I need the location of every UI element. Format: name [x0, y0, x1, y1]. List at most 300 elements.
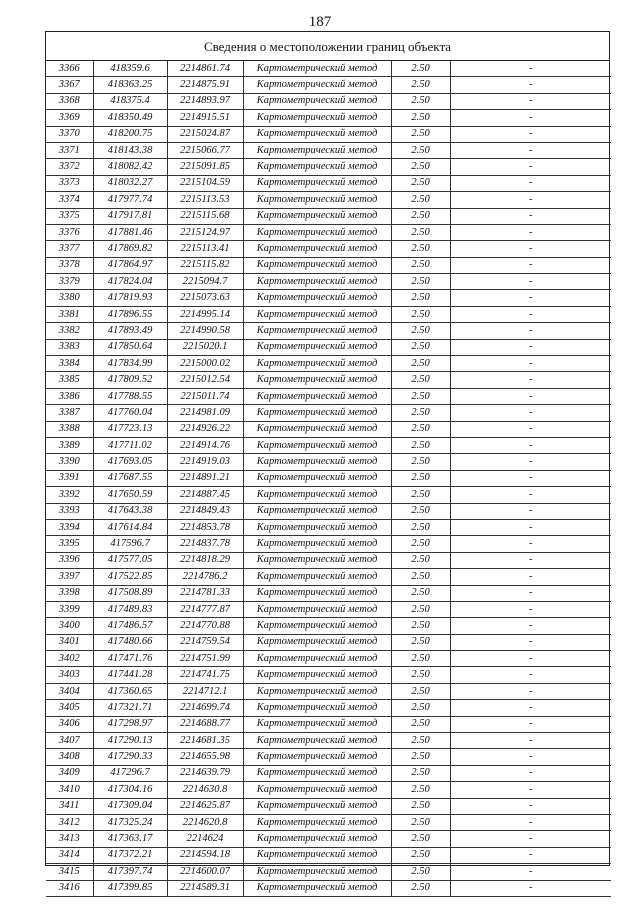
- accuracy-cell: 2.50: [391, 651, 450, 667]
- point-number-cell: 3402: [46, 651, 93, 667]
- description-cell: -: [450, 503, 611, 519]
- description-cell: -: [450, 323, 611, 339]
- y-coordinate-cell: 2214893.97: [167, 93, 243, 109]
- accuracy-cell: 2.50: [391, 192, 450, 208]
- method-cell: Картометрический метод: [243, 569, 391, 585]
- accuracy-cell: 2.50: [391, 274, 450, 290]
- accuracy-cell: 2.50: [391, 782, 450, 798]
- table-row: [46, 601, 611, 617]
- accuracy-cell: 2.50: [391, 798, 450, 814]
- x-coordinate-cell: 418143.38: [93, 142, 167, 158]
- description-cell: -: [450, 257, 611, 273]
- x-coordinate-cell: 417325.24: [93, 814, 167, 830]
- y-coordinate-cell: 2215104.59: [167, 175, 243, 191]
- method-cell: Картометрический метод: [243, 634, 391, 650]
- accuracy-cell: 2.50: [391, 339, 450, 355]
- point-number-cell: 3401: [46, 634, 93, 650]
- y-coordinate-cell: 2215073.63: [167, 290, 243, 306]
- point-number-cell: 3394: [46, 519, 93, 535]
- y-coordinate-cell: 2214688.77: [167, 716, 243, 732]
- description-cell: -: [450, 437, 611, 453]
- method-cell: Картометрический метод: [243, 683, 391, 699]
- x-coordinate-cell: 418350.49: [93, 110, 167, 126]
- method-cell: Картометрический метод: [243, 61, 391, 77]
- x-coordinate-cell: 417304.16: [93, 782, 167, 798]
- y-coordinate-cell: 2214589.31: [167, 880, 243, 896]
- y-coordinate-cell: 2215124.97: [167, 224, 243, 240]
- point-number-cell: 3408: [46, 749, 93, 765]
- point-number-cell: 3384: [46, 356, 93, 372]
- description-cell: -: [450, 798, 611, 814]
- x-coordinate-cell: 417917.81: [93, 208, 167, 224]
- x-coordinate-cell: 417577.05: [93, 552, 167, 568]
- table-row: [46, 831, 611, 847]
- accuracy-cell: 2.50: [391, 569, 450, 585]
- description-cell: -: [450, 356, 611, 372]
- table-row: [46, 142, 611, 158]
- method-cell: Картометрический метод: [243, 126, 391, 142]
- table-row: [46, 798, 611, 814]
- point-number-cell: 3414: [46, 847, 93, 863]
- method-cell: Картометрический метод: [243, 192, 391, 208]
- method-cell: Картометрический метод: [243, 339, 391, 355]
- description-cell: -: [450, 634, 611, 650]
- point-number-cell: 3378: [46, 257, 93, 273]
- method-cell: Картометрический метод: [243, 651, 391, 667]
- point-number-cell: 3367: [46, 77, 93, 93]
- method-cell: Картометрический метод: [243, 749, 391, 765]
- method-cell: Картометрический метод: [243, 618, 391, 634]
- description-cell: -: [450, 126, 611, 142]
- description-cell: -: [450, 716, 611, 732]
- description-cell: -: [450, 61, 611, 77]
- y-coordinate-cell: 2215091.85: [167, 159, 243, 175]
- y-coordinate-cell: 2214818.29: [167, 552, 243, 568]
- method-cell: Картометрический метод: [243, 356, 391, 372]
- method-cell: Картометрический метод: [243, 601, 391, 617]
- table-row: [46, 733, 611, 749]
- y-coordinate-cell: 2214620.8: [167, 814, 243, 830]
- accuracy-cell: 2.50: [391, 880, 450, 896]
- point-number-cell: 3415: [46, 864, 93, 880]
- method-cell: Картометрический метод: [243, 454, 391, 470]
- point-number-cell: 3389: [46, 437, 93, 453]
- method-cell: Картометрический метод: [243, 388, 391, 404]
- description-cell: -: [450, 618, 611, 634]
- y-coordinate-cell: 2214861.74: [167, 61, 243, 77]
- method-cell: Картометрический метод: [243, 224, 391, 240]
- point-number-cell: 3409: [46, 765, 93, 781]
- table-row: [46, 487, 611, 503]
- accuracy-cell: 2.50: [391, 765, 450, 781]
- y-coordinate-cell: 2214981.09: [167, 405, 243, 421]
- table-row: [46, 569, 611, 585]
- table-row: [46, 814, 611, 830]
- y-coordinate-cell: 2215113.41: [167, 241, 243, 257]
- x-coordinate-cell: 417819.93: [93, 290, 167, 306]
- accuracy-cell: 2.50: [391, 667, 450, 683]
- x-coordinate-cell: 417788.55: [93, 388, 167, 404]
- accuracy-cell: 2.50: [391, 257, 450, 273]
- point-number-cell: 3390: [46, 454, 93, 470]
- method-cell: Картометрический метод: [243, 372, 391, 388]
- description-cell: -: [450, 142, 611, 158]
- x-coordinate-cell: 417309.04: [93, 798, 167, 814]
- description-cell: -: [450, 77, 611, 93]
- table-row: [46, 61, 611, 77]
- accuracy-cell: 2.50: [391, 77, 450, 93]
- point-number-cell: 3369: [46, 110, 93, 126]
- x-coordinate-cell: 417480.66: [93, 634, 167, 650]
- method-cell: Картометрический метод: [243, 667, 391, 683]
- point-number-cell: 3372: [46, 159, 93, 175]
- x-coordinate-cell: 417693.05: [93, 454, 167, 470]
- point-number-cell: 3412: [46, 814, 93, 830]
- accuracy-cell: 2.50: [391, 175, 450, 191]
- y-coordinate-cell: 2214875.91: [167, 77, 243, 93]
- table-row: [46, 765, 611, 781]
- x-coordinate-cell: 417824.04: [93, 274, 167, 290]
- x-coordinate-cell: 417596.7: [93, 536, 167, 552]
- description-cell: -: [450, 667, 611, 683]
- y-coordinate-cell: 2214624: [167, 831, 243, 847]
- y-coordinate-cell: 2214594.18: [167, 847, 243, 863]
- y-coordinate-cell: 2214655.98: [167, 749, 243, 765]
- method-cell: Картометрический метод: [243, 77, 391, 93]
- point-number-cell: 3380: [46, 290, 93, 306]
- table-row: [46, 339, 611, 355]
- accuracy-cell: 2.50: [391, 405, 450, 421]
- x-coordinate-cell: 417809.52: [93, 372, 167, 388]
- method-cell: Картометрический метод: [243, 814, 391, 830]
- point-number-cell: 3379: [46, 274, 93, 290]
- table-row: [46, 421, 611, 437]
- coordinates-table: [46, 61, 611, 897]
- y-coordinate-cell: 2214600.07: [167, 864, 243, 880]
- method-cell: Картометрический метод: [243, 733, 391, 749]
- table-row: [46, 683, 611, 699]
- point-number-cell: 3391: [46, 470, 93, 486]
- method-cell: Картометрический метод: [243, 93, 391, 109]
- table-row: [46, 454, 611, 470]
- table-row: [46, 159, 611, 175]
- table-row: [46, 290, 611, 306]
- table-title: Сведения о местоположении границ объекта: [46, 32, 609, 61]
- y-coordinate-cell: 2214926.22: [167, 421, 243, 437]
- y-coordinate-cell: 2214625.87: [167, 798, 243, 814]
- description-cell: -: [450, 651, 611, 667]
- accuracy-cell: 2.50: [391, 224, 450, 240]
- description-cell: -: [450, 470, 611, 486]
- x-coordinate-cell: 417363.17: [93, 831, 167, 847]
- table-row: [46, 651, 611, 667]
- x-coordinate-cell: 417397.74: [93, 864, 167, 880]
- table-row: [46, 437, 611, 453]
- description-cell: -: [450, 372, 611, 388]
- description-cell: -: [450, 110, 611, 126]
- point-number-cell: 3374: [46, 192, 93, 208]
- table-row: [46, 388, 611, 404]
- description-cell: -: [450, 601, 611, 617]
- y-coordinate-cell: 2215115.82: [167, 257, 243, 273]
- table-row: [46, 716, 611, 732]
- method-cell: Картометрический метод: [243, 503, 391, 519]
- table-row: [46, 77, 611, 93]
- y-coordinate-cell: 2215115.68: [167, 208, 243, 224]
- y-coordinate-cell: 2215024.87: [167, 126, 243, 142]
- method-cell: Картометрический метод: [243, 421, 391, 437]
- description-cell: -: [450, 569, 611, 585]
- accuracy-cell: 2.50: [391, 290, 450, 306]
- point-number-cell: 3381: [46, 306, 93, 322]
- table-row: [46, 241, 611, 257]
- accuracy-cell: 2.50: [391, 126, 450, 142]
- method-cell: Картометрический метод: [243, 880, 391, 896]
- point-number-cell: 3416: [46, 880, 93, 896]
- y-coordinate-cell: 2214639.79: [167, 765, 243, 781]
- point-number-cell: 3403: [46, 667, 93, 683]
- accuracy-cell: 2.50: [391, 110, 450, 126]
- point-number-cell: 3393: [46, 503, 93, 519]
- point-number-cell: 3375: [46, 208, 93, 224]
- method-cell: Картометрический метод: [243, 716, 391, 732]
- point-number-cell: 3373: [46, 175, 93, 191]
- x-coordinate-cell: 417760.04: [93, 405, 167, 421]
- method-cell: Картометрический метод: [243, 142, 391, 158]
- method-cell: Картометрический метод: [243, 405, 391, 421]
- table-row: [46, 224, 611, 240]
- point-number-cell: 3413: [46, 831, 93, 847]
- x-coordinate-cell: 418082.42: [93, 159, 167, 175]
- table-row: [46, 405, 611, 421]
- accuracy-cell: 2.50: [391, 356, 450, 372]
- x-coordinate-cell: 417441.28: [93, 667, 167, 683]
- x-coordinate-cell: 417711.02: [93, 437, 167, 453]
- accuracy-cell: 2.50: [391, 306, 450, 322]
- point-number-cell: 3392: [46, 487, 93, 503]
- accuracy-cell: 2.50: [391, 437, 450, 453]
- method-cell: Картометрический метод: [243, 323, 391, 339]
- point-number-cell: 3399: [46, 601, 93, 617]
- table-row: [46, 274, 611, 290]
- x-coordinate-cell: 417489.83: [93, 601, 167, 617]
- table-row: [46, 536, 611, 552]
- table-row: [46, 93, 611, 109]
- description-cell: -: [450, 241, 611, 257]
- table-row: [46, 585, 611, 601]
- x-coordinate-cell: 417850.64: [93, 339, 167, 355]
- table-row: [46, 110, 611, 126]
- method-cell: Картометрический метод: [243, 274, 391, 290]
- x-coordinate-cell: 417881.46: [93, 224, 167, 240]
- table-row: [46, 126, 611, 142]
- description-cell: -: [450, 487, 611, 503]
- method-cell: Картометрический метод: [243, 798, 391, 814]
- accuracy-cell: 2.50: [391, 814, 450, 830]
- accuracy-cell: 2.50: [391, 487, 450, 503]
- x-coordinate-cell: 417298.97: [93, 716, 167, 732]
- point-number-cell: 3370: [46, 126, 93, 142]
- y-coordinate-cell: 2214849.43: [167, 503, 243, 519]
- accuracy-cell: 2.50: [391, 585, 450, 601]
- description-cell: -: [450, 536, 611, 552]
- method-cell: Картометрический метод: [243, 552, 391, 568]
- x-coordinate-cell: 417360.65: [93, 683, 167, 699]
- y-coordinate-cell: 2214741.75: [167, 667, 243, 683]
- accuracy-cell: 2.50: [391, 733, 450, 749]
- point-number-cell: 3396: [46, 552, 93, 568]
- y-coordinate-cell: 2214995.14: [167, 306, 243, 322]
- y-coordinate-cell: 2214712.1: [167, 683, 243, 699]
- point-number-cell: 3406: [46, 716, 93, 732]
- y-coordinate-cell: 2214781.33: [167, 585, 243, 601]
- y-coordinate-cell: 2214770.88: [167, 618, 243, 634]
- x-coordinate-cell: 418200.75: [93, 126, 167, 142]
- x-coordinate-cell: 417643.38: [93, 503, 167, 519]
- table-row: [46, 503, 611, 519]
- x-coordinate-cell: 418363.25: [93, 77, 167, 93]
- y-coordinate-cell: 2215113.53: [167, 192, 243, 208]
- x-coordinate-cell: 417399.85: [93, 880, 167, 896]
- x-coordinate-cell: 417869.82: [93, 241, 167, 257]
- accuracy-cell: 2.50: [391, 864, 450, 880]
- method-cell: Картометрический метод: [243, 306, 391, 322]
- point-number-cell: 3405: [46, 700, 93, 716]
- accuracy-cell: 2.50: [391, 372, 450, 388]
- method-cell: Картометрический метод: [243, 831, 391, 847]
- accuracy-cell: 2.50: [391, 601, 450, 617]
- point-number-cell: 3397: [46, 569, 93, 585]
- description-cell: -: [450, 831, 611, 847]
- method-cell: Картометрический метод: [243, 241, 391, 257]
- y-coordinate-cell: 2215000.02: [167, 356, 243, 372]
- description-cell: -: [450, 421, 611, 437]
- x-coordinate-cell: 417522.85: [93, 569, 167, 585]
- y-coordinate-cell: 2214777.87: [167, 601, 243, 617]
- point-number-cell: 3383: [46, 339, 93, 355]
- point-number-cell: 3385: [46, 372, 93, 388]
- description-cell: -: [450, 388, 611, 404]
- table-row: [46, 618, 611, 634]
- point-number-cell: 3395: [46, 536, 93, 552]
- accuracy-cell: 2.50: [391, 323, 450, 339]
- x-coordinate-cell: 418032.27: [93, 175, 167, 191]
- y-coordinate-cell: 2214853.78: [167, 519, 243, 535]
- y-coordinate-cell: 2215066.77: [167, 142, 243, 158]
- x-coordinate-cell: 417723.13: [93, 421, 167, 437]
- description-cell: -: [450, 159, 611, 175]
- description-cell: -: [450, 847, 611, 863]
- description-cell: -: [450, 306, 611, 322]
- point-number-cell: 3411: [46, 798, 93, 814]
- table-row: [46, 519, 611, 535]
- accuracy-cell: 2.50: [391, 159, 450, 175]
- y-coordinate-cell: 2214915.51: [167, 110, 243, 126]
- table-row: [46, 306, 611, 322]
- x-coordinate-cell: 418359.6: [93, 61, 167, 77]
- accuracy-cell: 2.50: [391, 716, 450, 732]
- point-number-cell: 3386: [46, 388, 93, 404]
- y-coordinate-cell: 2214759.54: [167, 634, 243, 650]
- table-row: [46, 470, 611, 486]
- y-coordinate-cell: 2214990.58: [167, 323, 243, 339]
- y-coordinate-cell: 2215020.1: [167, 339, 243, 355]
- method-cell: Картометрический метод: [243, 782, 391, 798]
- point-number-cell: 3400: [46, 618, 93, 634]
- description-cell: -: [450, 93, 611, 109]
- description-cell: -: [450, 175, 611, 191]
- point-number-cell: 3371: [46, 142, 93, 158]
- method-cell: Картометрический метод: [243, 470, 391, 486]
- accuracy-cell: 2.50: [391, 454, 450, 470]
- description-cell: -: [450, 192, 611, 208]
- point-number-cell: 3377: [46, 241, 93, 257]
- method-cell: Картометрический метод: [243, 700, 391, 716]
- point-number-cell: 3368: [46, 93, 93, 109]
- point-number-cell: 3376: [46, 224, 93, 240]
- table-row: [46, 667, 611, 683]
- description-cell: -: [450, 749, 611, 765]
- description-cell: -: [450, 864, 611, 880]
- x-coordinate-cell: 417834.99: [93, 356, 167, 372]
- description-cell: -: [450, 814, 611, 830]
- accuracy-cell: 2.50: [391, 503, 450, 519]
- accuracy-cell: 2.50: [391, 749, 450, 765]
- x-coordinate-cell: 417486.57: [93, 618, 167, 634]
- y-coordinate-cell: 2214681.35: [167, 733, 243, 749]
- point-number-cell: 3388: [46, 421, 93, 437]
- method-cell: Картометрический метод: [243, 487, 391, 503]
- description-cell: -: [450, 224, 611, 240]
- point-number-cell: 3398: [46, 585, 93, 601]
- table-row: [46, 782, 611, 798]
- table-row: [46, 192, 611, 208]
- description-cell: -: [450, 519, 611, 535]
- table-row: [46, 552, 611, 568]
- table-row: [46, 175, 611, 191]
- point-number-cell: 3366: [46, 61, 93, 77]
- table-row: [46, 700, 611, 716]
- y-coordinate-cell: 2214837.78: [167, 536, 243, 552]
- table-row: [46, 208, 611, 224]
- method-cell: Картометрический метод: [243, 110, 391, 126]
- accuracy-cell: 2.50: [391, 142, 450, 158]
- description-cell: -: [450, 454, 611, 470]
- y-coordinate-cell: 2215094.7: [167, 274, 243, 290]
- table-row: [46, 356, 611, 372]
- description-cell: -: [450, 405, 611, 421]
- x-coordinate-cell: 417296.7: [93, 765, 167, 781]
- method-cell: Картометрический метод: [243, 536, 391, 552]
- table-row: [46, 634, 611, 650]
- point-number-cell: 3410: [46, 782, 93, 798]
- method-cell: Картометрический метод: [243, 290, 391, 306]
- accuracy-cell: 2.50: [391, 847, 450, 863]
- accuracy-cell: 2.50: [391, 519, 450, 535]
- x-coordinate-cell: 417864.97: [93, 257, 167, 273]
- y-coordinate-cell: 2214919.03: [167, 454, 243, 470]
- y-coordinate-cell: 2214786.2: [167, 569, 243, 585]
- accuracy-cell: 2.50: [391, 552, 450, 568]
- coordinates-table-body: [46, 61, 611, 896]
- description-cell: -: [450, 700, 611, 716]
- description-cell: -: [450, 274, 611, 290]
- accuracy-cell: 2.50: [391, 93, 450, 109]
- method-cell: Картометрический метод: [243, 208, 391, 224]
- method-cell: Картометрический метод: [243, 585, 391, 601]
- y-coordinate-cell: 2215012.54: [167, 372, 243, 388]
- description-cell: -: [450, 683, 611, 699]
